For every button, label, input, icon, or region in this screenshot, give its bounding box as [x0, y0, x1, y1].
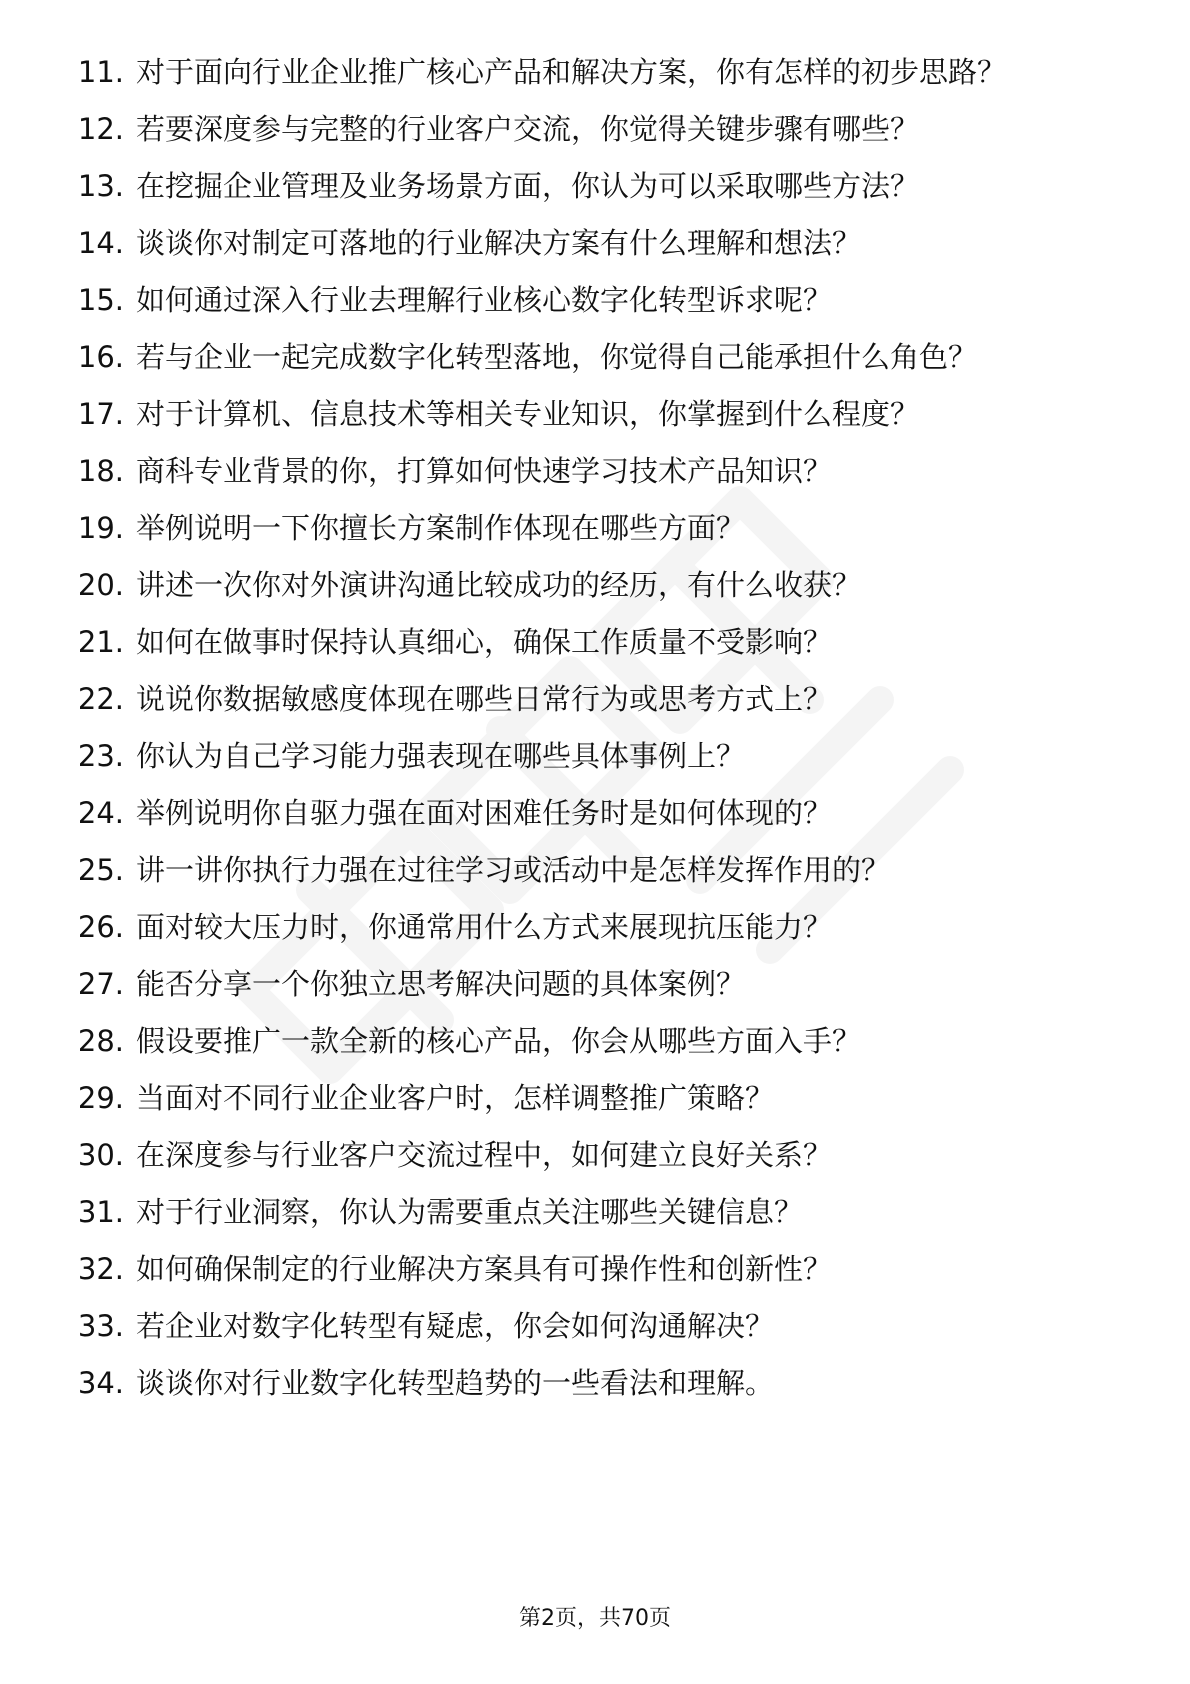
question-text: 若企业对数字化转型有疑虑，你会如何沟通解决？ [136, 1309, 775, 1343]
question-text: 商科专业背景的你，打算如何快速学习技术产品知识？ [136, 454, 833, 488]
question-number: 16. [77, 340, 124, 374]
question-text: 若要深度参与完整的行业客户交流，你觉得关键步骤有哪些？ [136, 112, 920, 146]
question-text: 举例说明一下你擅长方案制作体现在哪些方面？ [136, 511, 746, 545]
question-item [56, 622, 1136, 663]
question-number: 11. [77, 55, 124, 89]
question-item [56, 1363, 1136, 1404]
question-text: 当面对不同行业企业客户时，怎样调整推广策略？ [136, 1081, 775, 1115]
question-text: 对于计算机、信息技术等相关专业知识，你掌握到什么程度？ [136, 397, 920, 431]
question-number: 32. [77, 1252, 124, 1286]
question-number: 27. [77, 967, 124, 1001]
question-text: 面对较大压力时，你通常用什么方式来展现抗压能力？ [136, 910, 833, 944]
question-text: 对于面向行业企业推广核心产品和解决方案，你有怎样的初步思路？ [136, 55, 1007, 89]
question-item [56, 280, 1136, 321]
question-number: 28. [77, 1024, 124, 1058]
question-item [56, 451, 1136, 492]
question-item [56, 1135, 1136, 1176]
question-text: 在挖掘企业管理及业务场景方面，你认为可以采取哪些方法？ [136, 169, 920, 203]
question-number: 24. [77, 796, 124, 830]
question-number: 13. [77, 169, 124, 203]
question-item [56, 337, 1136, 378]
question-number: 12. [77, 112, 124, 146]
question-item [56, 907, 1136, 948]
question-item [56, 1021, 1136, 1062]
question-item [56, 394, 1136, 435]
question-number: 23. [77, 739, 124, 773]
question-number: 21. [77, 625, 124, 659]
question-text: 你认为自己学习能力强表现在哪些具体事例上？ [136, 739, 746, 773]
question-number: 20. [77, 568, 124, 602]
question-number: 15. [77, 283, 124, 317]
question-number: 22. [77, 682, 124, 716]
question-item [56, 109, 1136, 150]
question-number: 19. [77, 511, 124, 545]
question-text: 讲一讲你执行力强在过往学习或活动中是怎样发挥作用的？ [136, 853, 891, 887]
question-text: 谈谈你对制定可落地的行业解决方案有什么理解和想法？ [136, 226, 862, 260]
question-item [56, 793, 1136, 834]
question-number: 34. [77, 1366, 124, 1400]
question-number: 31. [77, 1195, 124, 1229]
question-text: 在深度参与行业客户交流过程中，如何建立良好关系？ [136, 1138, 833, 1172]
question-text: 如何通过深入行业去理解行业核心数字化转型诉求呢？ [136, 283, 833, 317]
question-item [56, 223, 1136, 264]
question-item [56, 1306, 1136, 1347]
question-item [56, 1078, 1136, 1119]
question-text: 对于行业洞察，你认为需要重点关注哪些关键信息？ [136, 1195, 804, 1229]
question-list [56, 52, 1136, 1404]
question-text: 说说你数据敏感度体现在哪些日常行为或思考方式上？ [136, 682, 833, 716]
question-item [56, 679, 1136, 720]
question-text: 谈谈你对行业数字化转型趋势的一些看法和理解。 [136, 1366, 775, 1400]
question-text: 举例说明你自驱力强在面对困难任务时是如何体现的？ [136, 796, 833, 830]
question-number: 33. [77, 1309, 124, 1343]
question-item [56, 736, 1136, 777]
question-text: 若与企业一起完成数字化转型落地，你觉得自己能承担什么角色？ [136, 340, 978, 374]
question-item [56, 850, 1136, 891]
question-number: 29. [77, 1081, 124, 1115]
page-footer: 第2页，共70页 [519, 1606, 671, 1631]
question-number: 17. [77, 397, 124, 431]
question-number: 25. [77, 853, 124, 887]
question-item [56, 565, 1136, 606]
question-number: 30. [77, 1138, 124, 1172]
question-text: 如何在做事时保持认真细心，确保工作质量不受影响？ [136, 625, 833, 659]
question-text: 讲述一次你对外演讲沟通比较成功的经历，有什么收获？ [136, 568, 862, 602]
question-item [56, 1192, 1136, 1233]
question-text: 如何确保制定的行业解决方案具有可操作性和创新性？ [136, 1252, 833, 1286]
question-item [56, 166, 1136, 207]
question-text: 能否分享一个你独立思考解决问题的具体案例？ [136, 967, 746, 1001]
question-number: 14. [77, 226, 124, 260]
question-number: 26. [77, 910, 124, 944]
question-text: 假设要推广一款全新的核心产品，你会从哪些方面入手？ [136, 1024, 862, 1058]
question-number: 18. [77, 454, 124, 488]
question-item [56, 1249, 1136, 1290]
question-item [56, 52, 1136, 93]
question-item [56, 964, 1136, 1005]
question-item [56, 508, 1136, 549]
